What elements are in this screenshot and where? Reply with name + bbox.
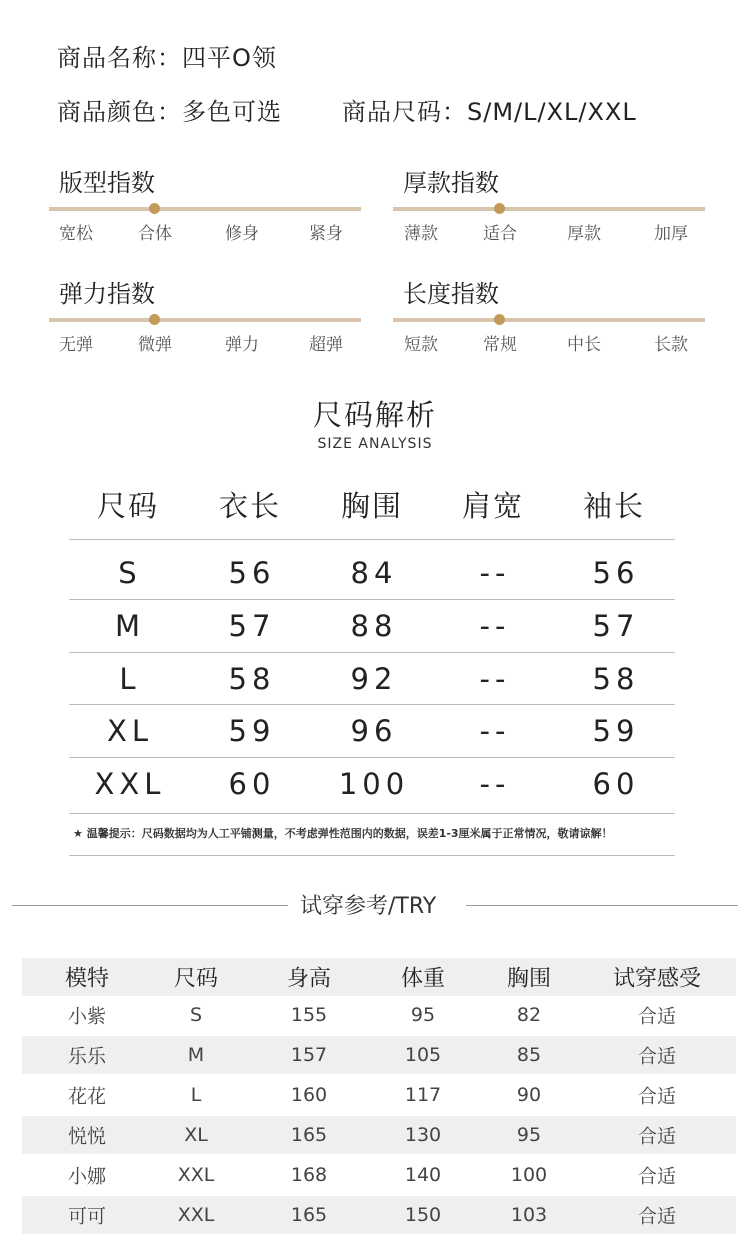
size-cell: XXL bbox=[94, 767, 166, 801]
index-label: 短款 bbox=[404, 335, 438, 355]
index-label: 超弹 bbox=[309, 335, 343, 355]
try-cell: 小娜 bbox=[67, 1165, 107, 1188]
index-bar bbox=[49, 318, 361, 322]
try-cell: 117 bbox=[404, 1084, 442, 1106]
size-cell: 57 bbox=[228, 609, 276, 643]
size-column-header: 肩宽 bbox=[461, 489, 525, 523]
size-row-divider bbox=[69, 757, 675, 758]
size-row-divider bbox=[69, 652, 675, 653]
try-on-title: 试穿参考/TRY bbox=[300, 894, 437, 919]
index-bar bbox=[393, 318, 705, 322]
index-title: 弹力指数 bbox=[59, 280, 155, 308]
try-cell: 130 bbox=[404, 1124, 442, 1146]
product-size-line: 商品尺码：S/M/L/XL/XXL bbox=[342, 98, 637, 126]
product-name-line: 商品名称：四平O领 bbox=[57, 44, 277, 72]
index-label: 合体 bbox=[138, 224, 172, 244]
try-cell: 合适 bbox=[637, 1085, 677, 1108]
index-selected-dot bbox=[149, 314, 160, 325]
try-column-header: 尺码 bbox=[173, 966, 219, 992]
index-label: 长款 bbox=[654, 335, 688, 355]
size-cell: 59 bbox=[228, 714, 276, 748]
try-cell: 乐乐 bbox=[67, 1045, 107, 1068]
size-cell: 92 bbox=[350, 662, 398, 696]
size-row-divider bbox=[69, 704, 675, 705]
index-label: 无弹 bbox=[59, 335, 93, 355]
try-cell: 168 bbox=[290, 1164, 328, 1186]
index-label: 修身 bbox=[225, 224, 259, 244]
size-cell: 56 bbox=[592, 556, 640, 590]
try-cell: 160 bbox=[290, 1084, 328, 1106]
size-cell: -- bbox=[479, 556, 511, 590]
try-cell: 155 bbox=[290, 1004, 328, 1026]
try-cell: 95 bbox=[410, 1004, 436, 1026]
size-cell: 60 bbox=[228, 767, 276, 801]
try-column-header: 体重 bbox=[400, 966, 446, 992]
index-selected-dot bbox=[494, 203, 505, 214]
index-label: 加厚 bbox=[654, 224, 688, 244]
index-label: 微弹 bbox=[138, 335, 172, 355]
size-cell: 84 bbox=[350, 556, 398, 590]
size-analysis-title: 尺码解析 bbox=[312, 398, 437, 432]
index-label: 适合 bbox=[483, 224, 517, 244]
try-cell: 103 bbox=[510, 1204, 548, 1226]
size-cell: M bbox=[114, 609, 146, 643]
try-cell: 90 bbox=[516, 1084, 542, 1106]
size-cell: XL bbox=[106, 714, 154, 748]
try-cell: 105 bbox=[404, 1044, 442, 1066]
try-cell: 小紫 bbox=[67, 1005, 107, 1028]
try-cell: 157 bbox=[290, 1044, 328, 1066]
try-cell: 85 bbox=[516, 1044, 542, 1066]
index-label: 弹力 bbox=[225, 335, 259, 355]
size-cell: 60 bbox=[592, 767, 640, 801]
try-header-row bbox=[22, 958, 736, 996]
table-row bbox=[22, 1036, 736, 1074]
try-column-header: 身高 bbox=[286, 966, 332, 992]
size-cell: 56 bbox=[228, 556, 276, 590]
size-cell: 88 bbox=[350, 609, 398, 643]
size-column-header: 胸围 bbox=[340, 489, 404, 523]
size-column-header: 衣长 bbox=[218, 489, 282, 523]
note-divider bbox=[69, 855, 675, 856]
index-bar bbox=[49, 207, 361, 211]
try-cell: 合适 bbox=[637, 1005, 677, 1028]
try-cell: 95 bbox=[516, 1124, 542, 1146]
try-cell: 花花 bbox=[67, 1085, 107, 1108]
try-title-left-line bbox=[12, 905, 288, 906]
size-analysis-subtitle: SIZE ANALYSIS bbox=[317, 436, 433, 452]
try-column-header: 试穿感受 bbox=[612, 966, 702, 992]
try-cell: 合适 bbox=[637, 1045, 677, 1068]
try-cell: 合适 bbox=[637, 1125, 677, 1148]
size-row-divider bbox=[69, 813, 675, 814]
size-cell: S bbox=[118, 556, 142, 590]
try-cell: S bbox=[189, 1004, 203, 1026]
try-cell: 悦悦 bbox=[67, 1125, 107, 1148]
index-title: 版型指数 bbox=[59, 169, 155, 197]
index-label: 薄款 bbox=[404, 224, 438, 244]
try-column-header: 胸围 bbox=[506, 966, 552, 992]
try-cell: XXL bbox=[177, 1164, 215, 1186]
size-cell: 58 bbox=[228, 662, 276, 696]
try-cell: 合适 bbox=[637, 1205, 677, 1228]
try-cell: 165 bbox=[290, 1204, 328, 1226]
table-row bbox=[22, 996, 736, 1034]
index-label: 宽松 bbox=[59, 224, 93, 244]
table-row bbox=[22, 1156, 736, 1194]
size-column-header: 尺码 bbox=[96, 489, 160, 523]
try-cell: M bbox=[187, 1044, 205, 1066]
table-row bbox=[22, 1196, 736, 1234]
try-cell: XL bbox=[184, 1124, 208, 1146]
size-cell: 58 bbox=[592, 662, 640, 696]
index-label: 中长 bbox=[567, 335, 601, 355]
index-label: 紧身 bbox=[309, 224, 343, 244]
size-cell: L bbox=[119, 662, 141, 696]
try-cell: 165 bbox=[290, 1124, 328, 1146]
try-cell: 150 bbox=[404, 1204, 442, 1226]
try-cell: 82 bbox=[516, 1004, 542, 1026]
index-label: 厚款 bbox=[567, 224, 601, 244]
try-column-header: 模特 bbox=[64, 966, 110, 992]
try-cell: L bbox=[190, 1084, 202, 1106]
size-cell: 96 bbox=[350, 714, 398, 748]
try-cell: 合适 bbox=[637, 1165, 677, 1188]
size-note: ★ 温馨提示：尺码数据均为人工平铺测量，不考虑弹性范围内的数据，误差1-3厘米属于正常情况，敬请谅解！ bbox=[73, 827, 613, 840]
table-row bbox=[22, 1116, 736, 1154]
try-cell: XXL bbox=[177, 1204, 215, 1226]
index-selected-dot bbox=[494, 314, 505, 325]
size-cell: -- bbox=[479, 609, 511, 643]
size-row-divider bbox=[69, 599, 675, 600]
size-cell: -- bbox=[479, 767, 511, 801]
size-cell: 100 bbox=[338, 767, 410, 801]
try-cell: 可可 bbox=[67, 1205, 107, 1228]
index-label: 常规 bbox=[483, 335, 517, 355]
size-column-header: 袖长 bbox=[582, 489, 646, 523]
size-cell: -- bbox=[479, 662, 511, 696]
try-title-right-line bbox=[466, 905, 738, 906]
index-title: 厚款指数 bbox=[403, 169, 499, 197]
index-selected-dot bbox=[149, 203, 160, 214]
try-cell: 140 bbox=[404, 1164, 442, 1186]
index-title: 长度指数 bbox=[403, 280, 499, 308]
index-bar bbox=[393, 207, 705, 211]
size-row-divider bbox=[69, 539, 675, 540]
size-cell: 59 bbox=[592, 714, 640, 748]
table-row bbox=[22, 1076, 736, 1114]
size-cell: -- bbox=[479, 714, 511, 748]
product-color-line: 商品颜色：多色可选 bbox=[57, 98, 282, 126]
size-cell: 57 bbox=[592, 609, 640, 643]
try-cell: 100 bbox=[510, 1164, 548, 1186]
